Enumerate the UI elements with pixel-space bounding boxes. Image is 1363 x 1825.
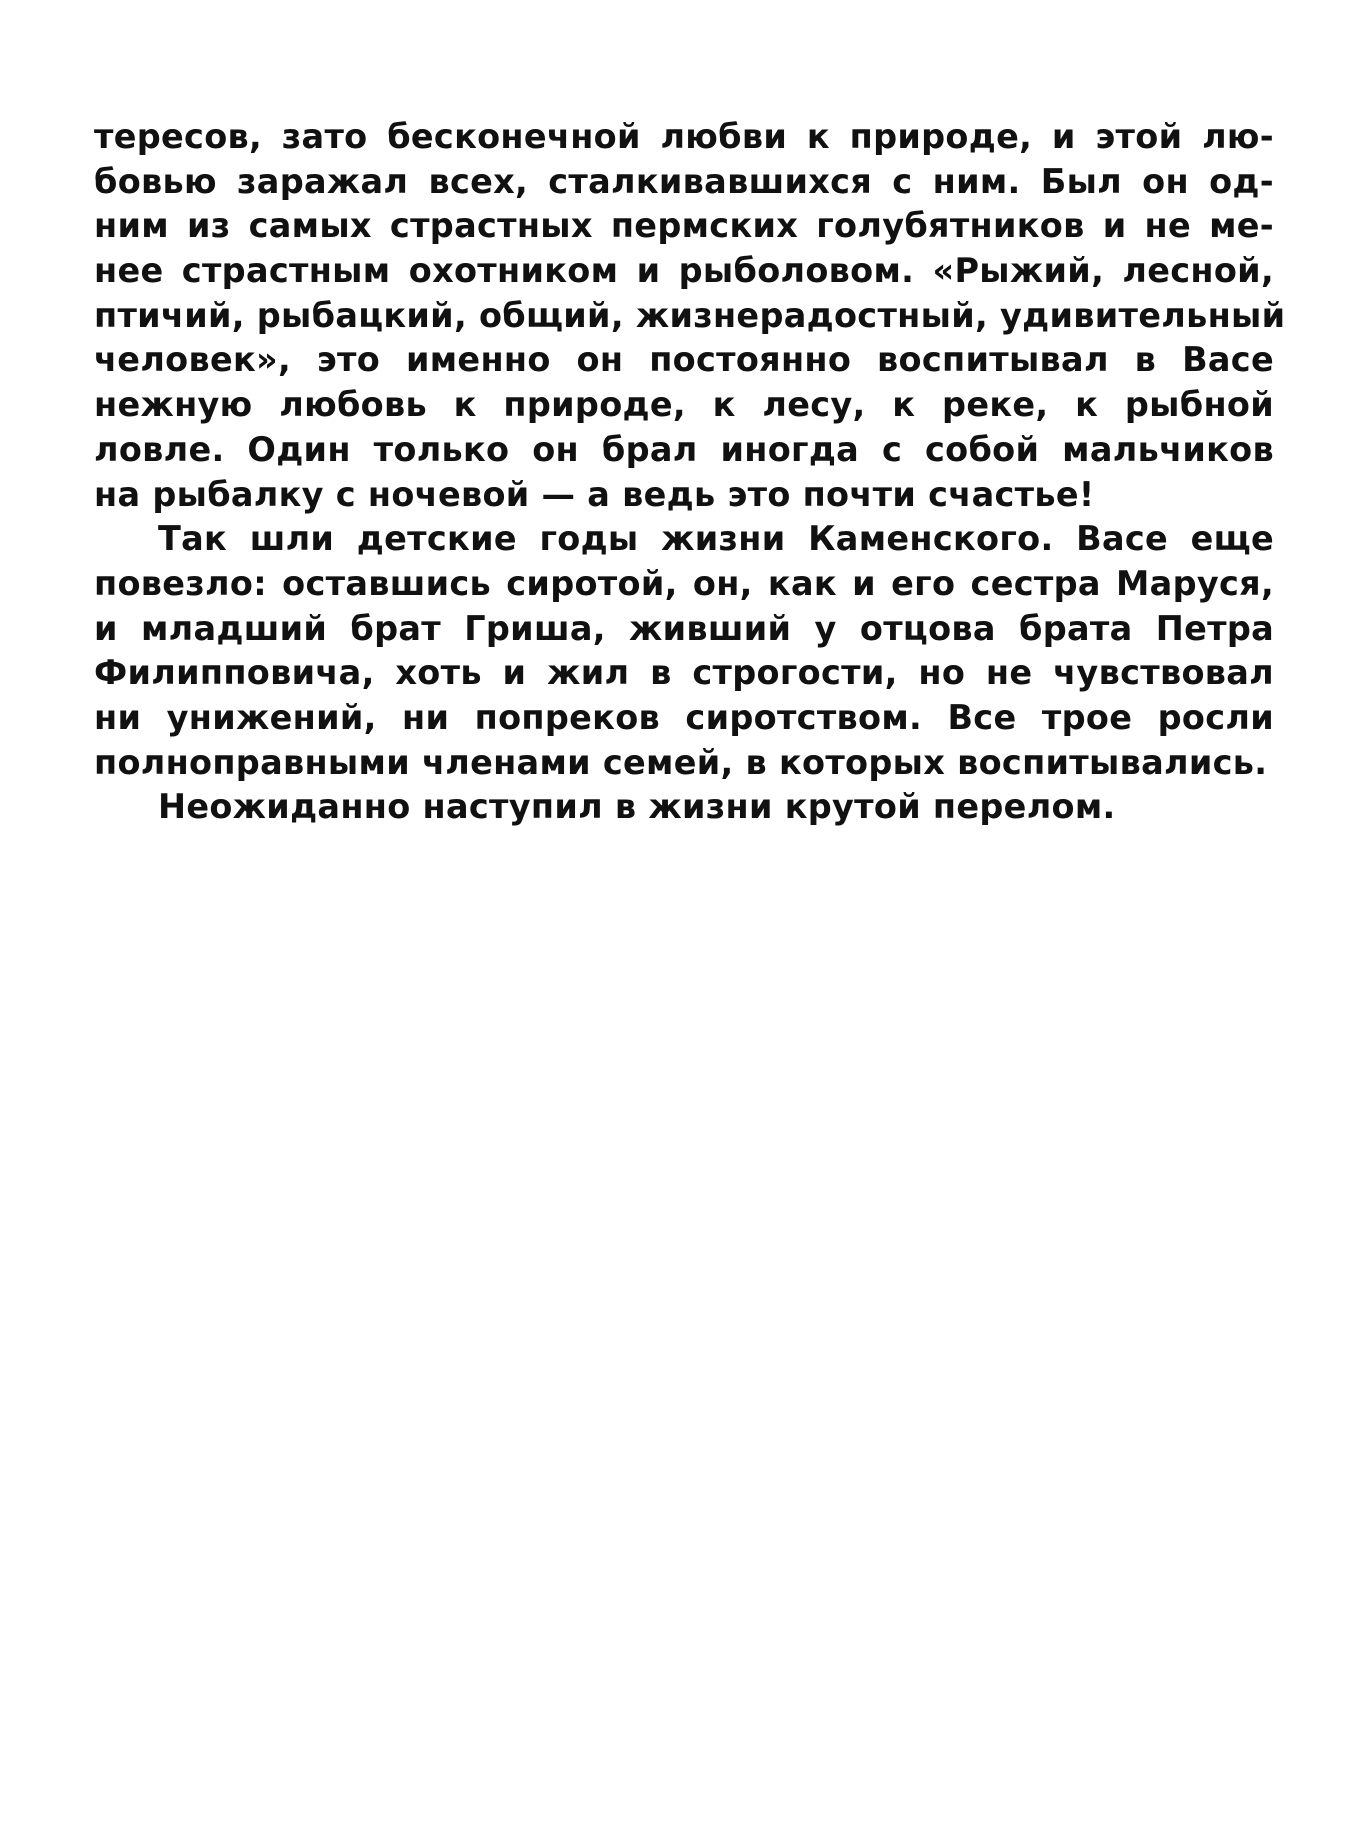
text-line: и младший брат Гриша, живший у отцова брата Петра xyxy=(94,608,1274,648)
paragraph-3 xyxy=(94,785,1274,830)
text-line: бовью заражал всех, сталкивавшихся с ним. Был он од- xyxy=(94,161,1274,201)
text-line: Филипповича, хоть и жил в строгости, но не чувствовал xyxy=(94,653,1274,693)
text-line: Так шли детские годы жизни Каменского. Васе еще xyxy=(158,519,1274,559)
text-line: на рыбалку с ночевой — а ведь это почти счастье! xyxy=(94,474,1095,514)
text-line: ни унижений, ни попреков сиротством. Все трое росли xyxy=(94,697,1274,737)
text-line: Неожиданно наступил в жизни крутой перелом. xyxy=(158,787,1116,827)
text-line: повезло: оставшись сиротой, он, как и его сестра Маруся, xyxy=(94,563,1274,603)
text-line: птичий, рыбацкий, общий, жизнерадостный, удивительный xyxy=(94,295,1286,335)
body-text xyxy=(94,115,1286,830)
text-line: тересов, зато бесконечной любви к природе, и этой лю- xyxy=(94,117,1274,156)
text-line: полноправными членами семей, в которых воспитывались. xyxy=(94,742,1268,782)
text-line: нее страстным охотником и рыболовом. «Рыжий, лесной, xyxy=(94,251,1274,291)
paragraph-2 xyxy=(94,517,1274,785)
text-line: нежную любовь к природе, к лесу, к реке, к рыбной xyxy=(94,385,1274,425)
text-line: человек», это именно он постоянно воспитывал в Васе xyxy=(94,340,1274,380)
paragraph-1 xyxy=(94,115,1286,517)
text-line: ним из самых страстных пермских голубятников и не ме- xyxy=(94,206,1274,246)
text-line: ловле. Один только он брал иногда с собой мальчиков xyxy=(94,429,1274,469)
